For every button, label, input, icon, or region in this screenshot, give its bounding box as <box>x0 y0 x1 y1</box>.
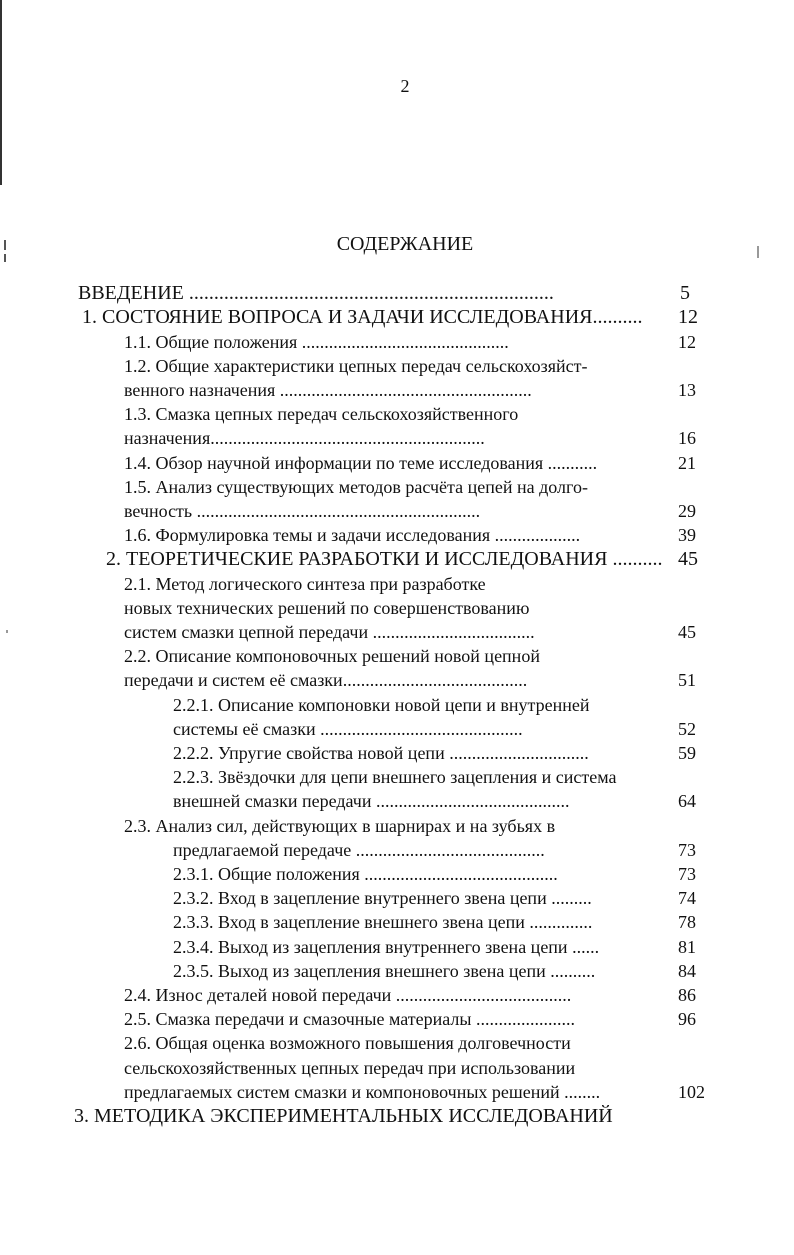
toc-entry: систем смазки цепной передачи .................................... 45 <box>124 622 696 642</box>
toc-entry: предлагаемых систем смазки и компоновочных решений ........ 102 <box>124 1082 705 1102</box>
toc-entry: 2.2. Описание компоновочных решений новой цепной <box>124 646 540 666</box>
toc-entry: 2.3.1. Общие положения ........................................... 73 <box>173 864 696 884</box>
toc-entry: 2.5. Смазка передачи и смазочные материалы ...................... 96 <box>124 1009 696 1029</box>
toc-entry: 1. СОСТОЯНИЕ ВОПРОСА И ЗАДАЧИ ИССЛЕДОВАНИЯ.......... 12 <box>82 306 698 328</box>
toc-entry: 2.3. Анализ сил, действующих в шарнирах и на зубьях в <box>124 816 556 836</box>
toc-entry: 2.4. Износ деталей новой передачи ....................................... 86 <box>124 985 696 1005</box>
toc-entry: венного назначения ........................................................ 13 <box>124 380 696 400</box>
toc-entry: передачи и систем её смазки......................................... 51 <box>124 670 696 690</box>
toc-entry: сельскохозяйственных цепных передач при использовании <box>124 1058 576 1078</box>
toc-entry: 2.3.3. Вход в зацепление внешнего звена цепи .............. 78 <box>173 912 696 932</box>
toc-entry: предлагаемой передаче .......................................... 73 <box>173 840 696 860</box>
toc-entry: 2.2.1. Описание компоновки новой цепи и внутренней <box>173 695 590 715</box>
toc-entry: 2.3.4. Выход из зацепления внутреннего звена цепи ...... 81 <box>173 937 696 957</box>
toc-entry: внешней смазки передачи ........................................... 64 <box>173 791 696 811</box>
toc-entry: 2.3.5. Выход из зацепления внешнего звена цепи .......... 84 <box>173 961 696 981</box>
toc-entry: 2.2.2. Упругие свойства новой цепи ............................... 59 <box>173 743 696 763</box>
toc-entry: 1.3. Смазка цепных передач сельскохозяйственного <box>124 404 519 424</box>
toc-entry: 2.3.2. Вход в зацепление внутреннего звена цепи ......... 74 <box>173 888 696 908</box>
toc-entry: назначения............................................................. 16 <box>124 428 696 448</box>
toc-entry: 3. МЕТОДИКА ЭКСПЕРИМЕНТАЛЬНЫХ ИССЛЕДОВАНИЙ <box>74 1105 613 1127</box>
toc-entry: 2. ТЕОРЕТИЧЕСКИЕ РАЗРАБОТКИ И ИССЛЕДОВАНИЯ .......... 45 <box>106 548 698 570</box>
page-number: 2 <box>400 76 410 96</box>
toc-entry: 1.4. Обзор научной информации по теме исследования ........... 21 <box>124 453 696 473</box>
toc-entry: 1.1. Общие положения .............................................. 12 <box>124 332 696 352</box>
toc-entry: системы её смазки ............................................. 52 <box>173 719 696 739</box>
toc-title: СОДЕРЖАНИЕ <box>336 233 474 255</box>
toc-entry: 1.2. Общие характеристики цепных передач сельскохозяйст- <box>124 356 588 376</box>
toc-entry: 2.6. Общая оценка возможного повышения долговечности <box>124 1033 571 1053</box>
toc-entry: вечность ............................................................... 29 <box>124 501 696 521</box>
toc-entry: новых технических решений по совершенствованию <box>124 598 530 618</box>
toc-entry: 1.6. Формулировка темы и задачи исследования ................... 39 <box>124 525 696 545</box>
toc-entry: 2.2.3. Звёздочки для цепи внешнего зацепления и система <box>173 767 617 787</box>
toc-entry: 2.1. Метод логического синтеза при разработке <box>124 574 486 594</box>
scan-mark <box>6 630 8 633</box>
toc-entry: 1.5. Анализ существующих методов расчёта цепей на долго- <box>124 477 588 497</box>
toc-entry: ВВЕДЕНИЕ ......................................................................... 5 <box>78 282 690 304</box>
